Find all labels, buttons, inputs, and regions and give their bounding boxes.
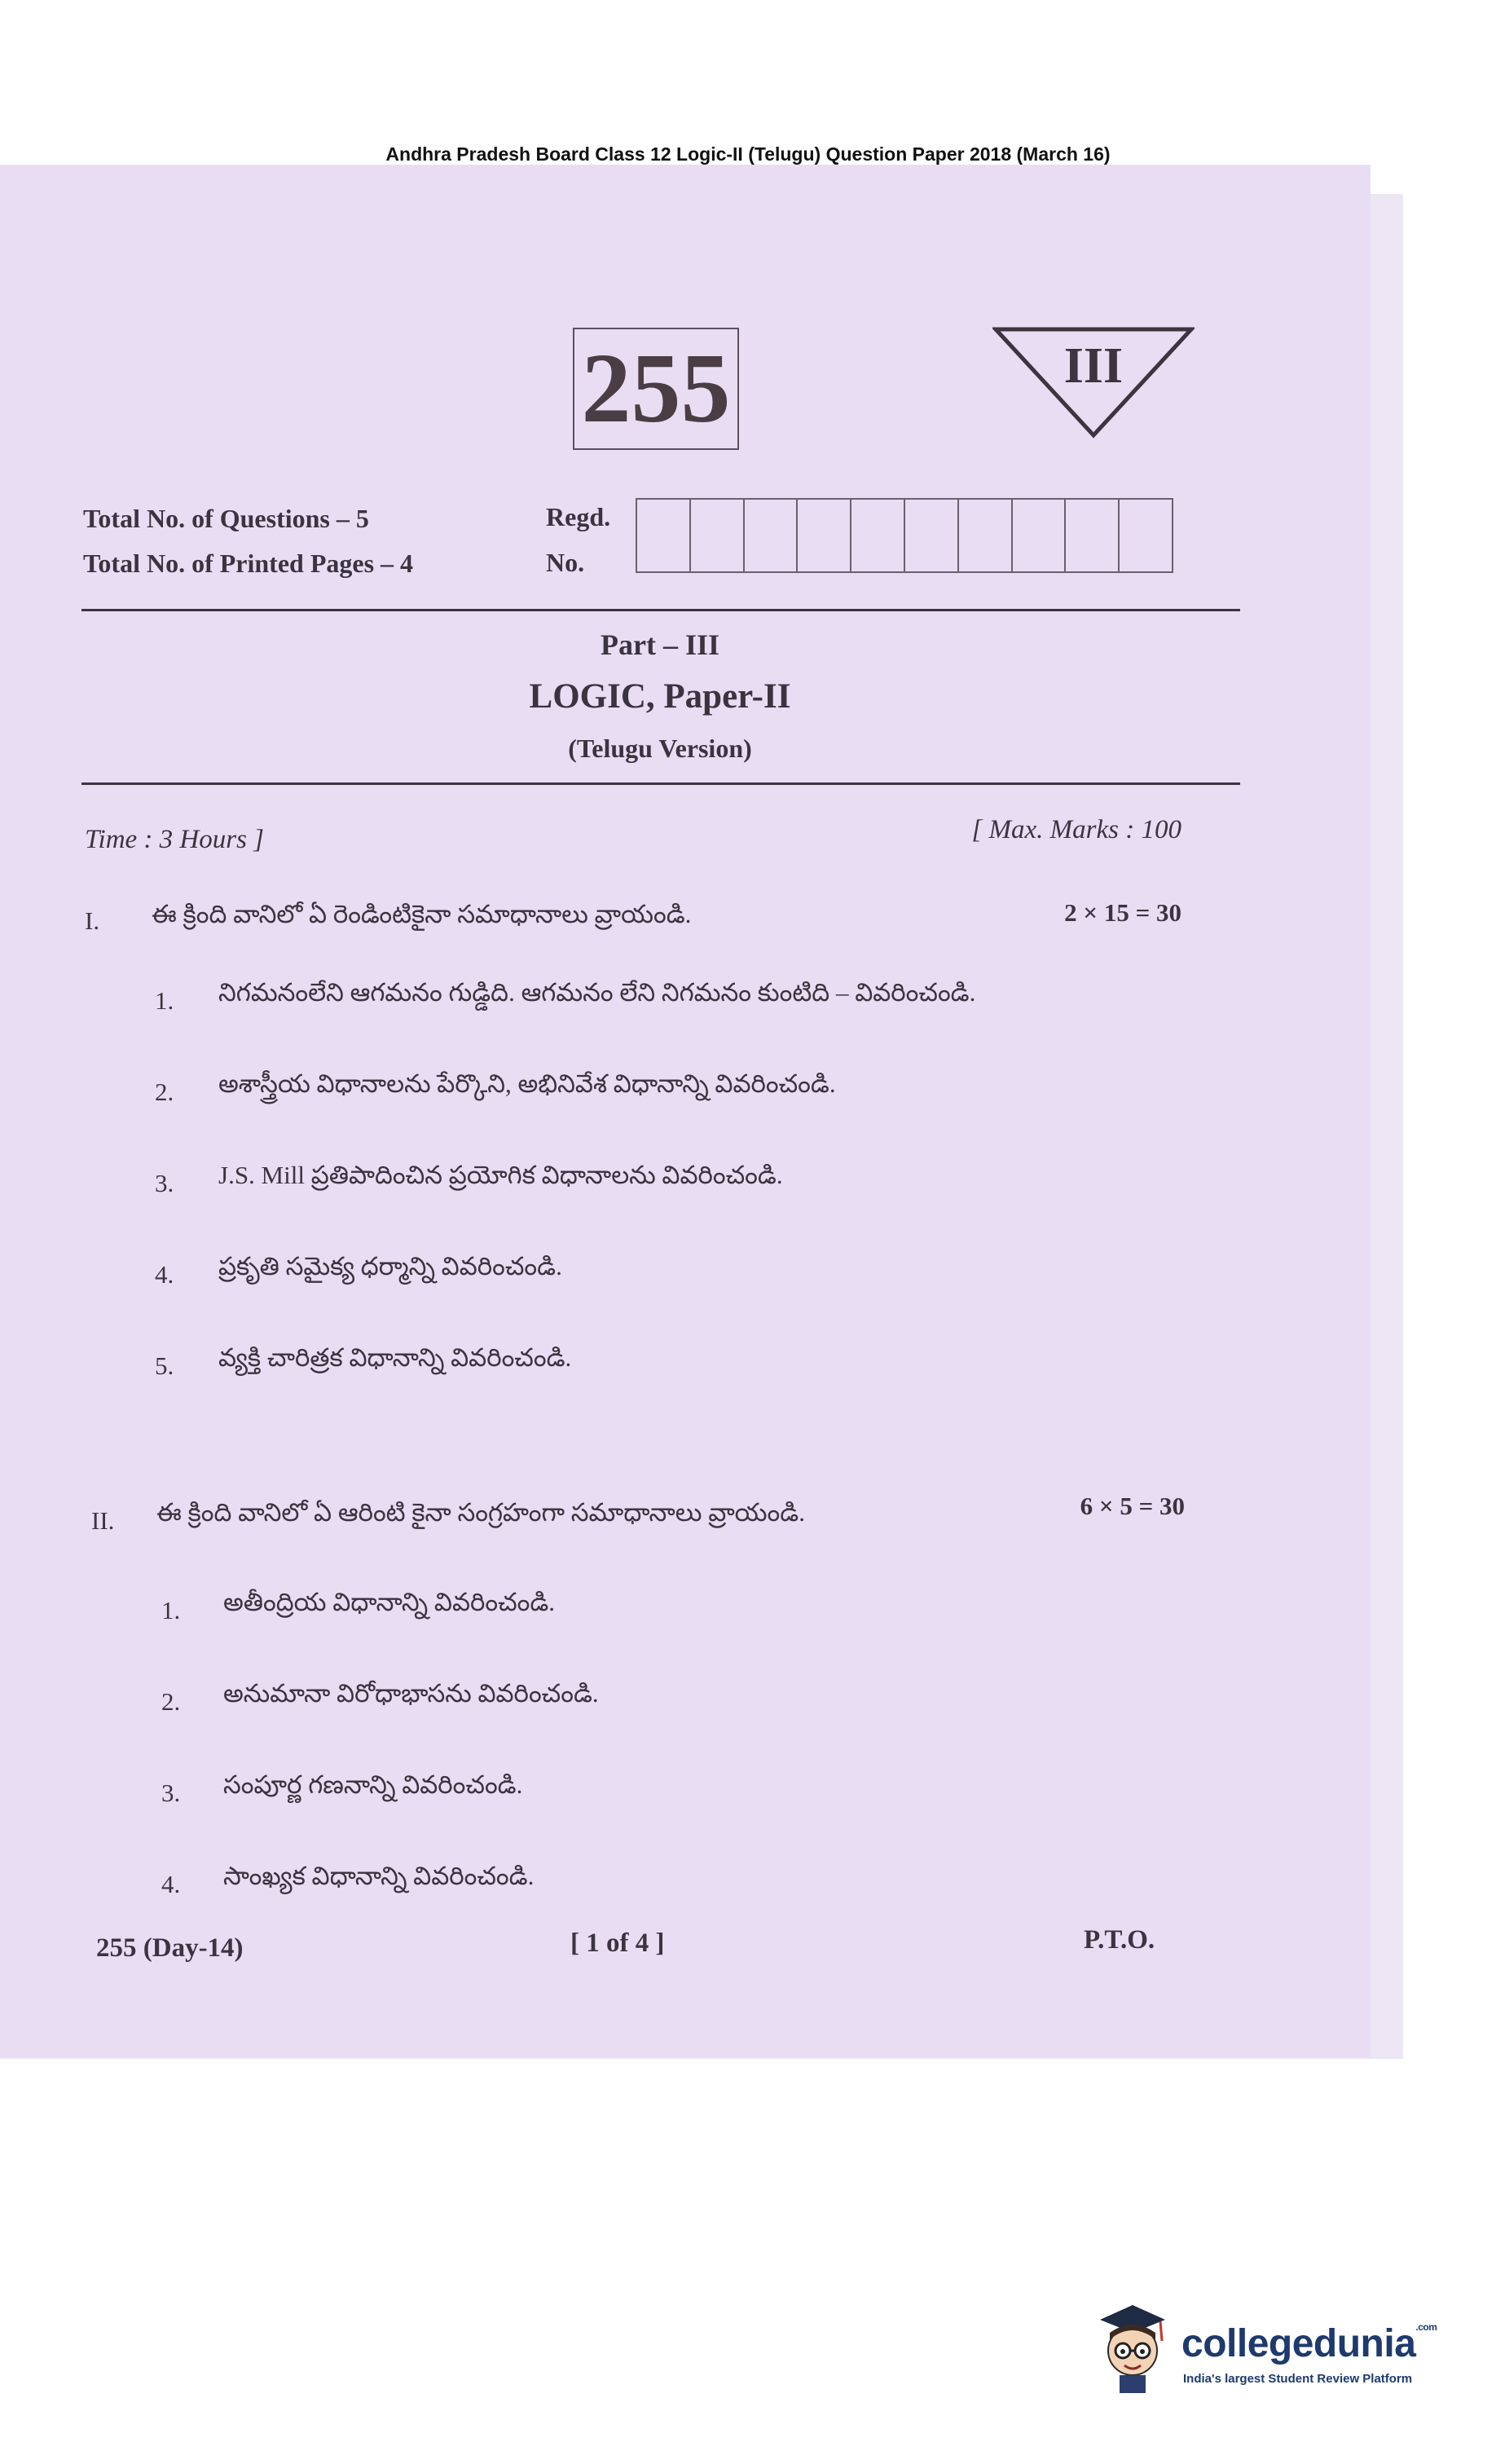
question-number: 4. bbox=[155, 1260, 174, 1289]
regd-no-label: No. bbox=[546, 548, 585, 577]
collegedunia-logo[interactable] bbox=[1092, 2299, 1450, 2421]
question-number: 5. bbox=[155, 1351, 174, 1380]
regd-box bbox=[745, 500, 799, 571]
regd-box bbox=[691, 500, 745, 571]
section-instruction: ఈ క్రింది వానిలో ఏ రెండింటికైనా సమాధానాలు వ్రాయండి. bbox=[152, 900, 692, 928]
question-number: 3. bbox=[155, 1169, 174, 1197]
logo-suffix: .com bbox=[1415, 2321, 1437, 2333]
section-marks: 6 × 5 = 30 bbox=[1080, 1492, 1185, 1520]
section-instruction: ఈ క్రింది వానిలో ఏ ఆరింటి కైనా సంగ్రహంగా సమాధానాలు వ్రాయండి. bbox=[156, 1498, 805, 1527]
divider bbox=[81, 609, 1240, 611]
question-number: 3. bbox=[161, 1779, 181, 1807]
footer-page-number: [ 1 of 4 ] bbox=[570, 1928, 665, 1958]
total-pages: Total No. of Printed Pages – 4 bbox=[83, 549, 414, 578]
question-number: 1. bbox=[155, 986, 174, 1015]
question-text: ప్రకృతి సమైక్య ధర్మాన్ని వివరించండి. bbox=[218, 1252, 562, 1280]
document-title: Andhra Pradesh Board Class 12 Logic-II (Telugu) Question Paper 2018 (March 16) bbox=[385, 143, 1111, 165]
question-text: సంపూర్ణ గణనాన్ని వివరించండి. bbox=[223, 1770, 523, 1799]
regd-label: Regd. bbox=[546, 502, 611, 531]
regd-box bbox=[798, 500, 851, 571]
regd-box bbox=[905, 500, 959, 571]
question-text: J.S. Mill ప్రతిపాదించిన ప్రయోగిక విధానాలను వివరించండి. bbox=[218, 1161, 783, 1189]
logo-name-text: collegedunia bbox=[1181, 2322, 1416, 2365]
paper-code: 255 bbox=[581, 333, 731, 443]
part-badge-label: III bbox=[1063, 338, 1124, 394]
question-text: అశాస్త్రీయ విధానాలను పేర్కొని, అభినివేశ విధానాన్ని వివరించండి. bbox=[218, 1069, 836, 1098]
regd-number-boxes bbox=[636, 498, 1173, 573]
question-text: నిగమనంలేని ఆగమనం గుడ్డిది. ఆగమనం లేని నిగమనం కుంటిది – వివరించండి. bbox=[218, 978, 976, 1007]
total-questions: Total No. of Questions – 5 bbox=[83, 504, 369, 533]
max-marks: [ Max. Marks : 100 bbox=[971, 815, 1181, 844]
question-text: అనుమానా విరోధాభాసను వివరించండి. bbox=[223, 1679, 599, 1708]
section-number: I. bbox=[85, 906, 100, 935]
logo-tagline: India's largest Student Review Platform bbox=[1183, 2372, 1413, 2386]
regd-box bbox=[1013, 500, 1067, 571]
regd-box bbox=[851, 500, 905, 571]
regd-box bbox=[959, 500, 1013, 571]
question-text: అతీంద్రియ విధానాన్ని వివరించండి. bbox=[223, 1588, 556, 1616]
divider bbox=[81, 782, 1240, 785]
question-number: 2. bbox=[161, 1687, 181, 1716]
question-text: వ్యక్తి చారిత్రక విధానాన్ని వివరించండి. bbox=[218, 1343, 572, 1372]
regd-box bbox=[1066, 500, 1120, 571]
section-number: II. bbox=[91, 1506, 115, 1535]
time-allowed: Time : 3 Hours ] bbox=[85, 825, 265, 854]
question-number: 1. bbox=[161, 1596, 181, 1624]
student-mascot-icon bbox=[1092, 2299, 1173, 2396]
footer-paper-code: 255 (Day-14) bbox=[96, 1933, 244, 1963]
paper-code-box bbox=[573, 328, 739, 450]
question-number: 4. bbox=[161, 1870, 181, 1898]
regd-box bbox=[637, 500, 691, 571]
question-number: 2. bbox=[155, 1078, 174, 1106]
question-text: సాంఖ్యక విధానాన్ని వివరించండి. bbox=[223, 1862, 535, 1890]
regd-box bbox=[1120, 500, 1172, 571]
section-marks: 2 × 15 = 30 bbox=[1064, 898, 1181, 927]
part-badge-triangle bbox=[992, 326, 1195, 440]
subject-heading: LOGIC, Paper-II bbox=[529, 677, 791, 716]
footer-pto: P.T.O. bbox=[1084, 1925, 1155, 1955]
version-heading: (Telugu Version) bbox=[568, 734, 752, 763]
logo-wordmark bbox=[1181, 2321, 1437, 2366]
part-heading: Part – III bbox=[601, 628, 719, 661]
